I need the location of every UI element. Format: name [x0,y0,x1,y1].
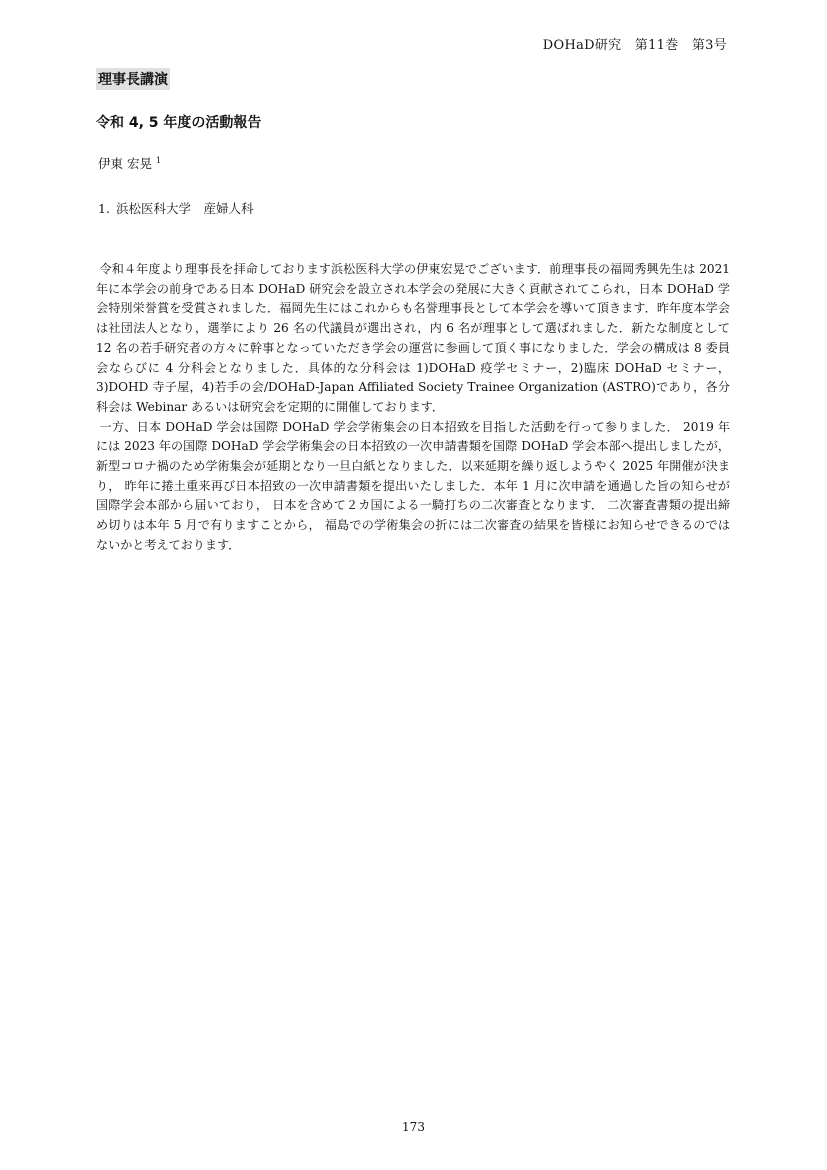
article-body [96,260,730,556]
article-title: 令和 4, 5 年度の活動報告 [96,115,262,131]
author-line [98,154,161,172]
author-affiliation-marker: 1 [155,155,162,165]
running-header: DOHaD研究 第11巻 第3号 [542,38,727,53]
author-name: 伊東 宏晃 [98,156,152,171]
section-label: 理事長講演 [96,68,170,90]
affiliation-text: 浜松医科大学 産婦人科 [115,201,254,216]
body-paragraph: 令和４年度より理事長を拝命しております浜松医科大学の伊東宏晃でございます．前理事長の福岡秀興先生は 2021 年に本学会の前身である日本 DOHaD 研究会を設立され本学会の発展に大きく貢献されてこられ，日本 DOHaD 学会特別栄誉賞を受賞されました．福岡先生にはこれからも名誉理事長として本学会を導いて頂きます．昨年度本学会は社団法人となり，選挙により 26 名の代議員が選出され，内 6 名が理事として選ばれました．新たな制度として 12 名の若手研究者の方々に幹事となっていただき学会の運営に参画して頂く事になりました．学会の構成は 8 委員会ならびに 4 分科会となりました．具体的な分科会は 1)DOHaD 疫学セミナー，2)臨床 DOHaD セミナー，3)DOHD 寺子屋，4)若手の会/DOHaD-Japan Affiliated Society Trainee Organization (ASTRO)であり，各分科会は Webinar あるいは研究会を定期的に開催しております． [96,262,730,414]
body-paragraph: 一方、日本 DOHaD 学会は国際 DOHaD 学会学術集会の日本招致を目指した活動を行って参りました． 2019 年には 2023 年の国際 DOHaD 学会学術集会の日本招致の一次申請書類を国際 DOHaD 学会本部へ提出しましたが，新型コロナ禍のため学術集会が延期となり一旦白紙となりました．以来延期を繰り返しようやく 2025 年開催が決まり， 昨年に捲土重来再び日本招致の一次申請書類を提出いたしました．本年 1 月に次申請を通過した旨の知らせが国際学会本部から届いており， 日本を含めて２カ国による一騎打ちの二次審査となります． 二次審査書類の提出締め切りは本年 5 月で有りますことから， 福島での学術集会の折には二次審査の結果を皆様にお知らせできるのではないかと考えております． [96,419,730,552]
affiliation [98,199,253,217]
page-number: 173 [402,1120,425,1134]
affiliation-number: 1. [98,201,110,216]
